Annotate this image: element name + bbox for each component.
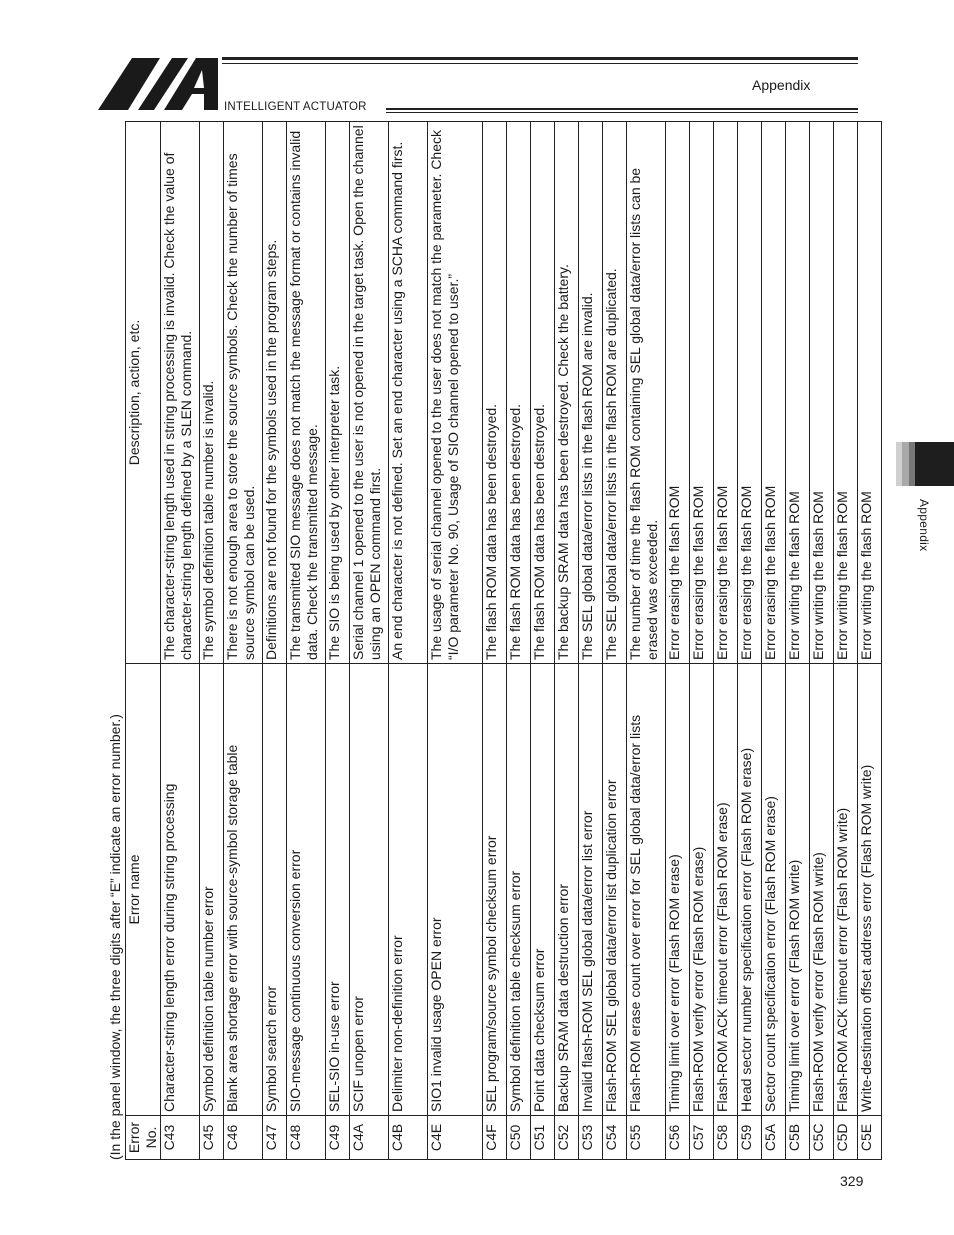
error-description-cell: The character-string length used in string processing is invalid. Check the value of character-string length defined by a SLEN command. [161, 122, 200, 664]
table-row [287, 122, 326, 1160]
table-row [858, 122, 882, 1160]
page-number: 329 [840, 1173, 864, 1189]
error-code-cell: C43 [161, 1116, 200, 1160]
error-name-cell: Write-destination offset address error (Flash ROM write) [858, 664, 882, 1116]
error-description-cell: Error erasing the flash ROM [738, 122, 762, 664]
error-description-cell: Error erasing the flash ROM [690, 122, 714, 664]
iai-logo [98, 58, 220, 110]
error-description-cell: An end character is not defined. Set an end character using a SCHA command first. [389, 122, 428, 664]
table-row [224, 122, 263, 1160]
table-body [161, 122, 882, 1160]
error-description-cell: The backup SRAM data has been destroyed. Check the battery. [555, 122, 579, 664]
error-code-cell: C4A [350, 1116, 389, 1160]
error-name-cell: Timing limit over error (Flash ROM write) [786, 664, 810, 1116]
table-row [810, 122, 834, 1160]
error-description-cell: The flash ROM data has been destroyed. [483, 122, 507, 664]
error-description-cell: Serial channel 1 opened to the user is not opened in the target task. Open the channel using an OPEN command first. [350, 122, 389, 664]
error-description-cell: The flash ROM data has been destroyed. [507, 122, 531, 664]
error-name-cell: Backup SRAM data destruction error [555, 664, 579, 1116]
table-caption: (In the panel window, the three digits after “E” indicate an error number.) [107, 714, 123, 1160]
error-name-cell: Symbol search error [263, 664, 287, 1116]
table-row [389, 122, 428, 1160]
error-code-cell: C46 [224, 1116, 263, 1160]
col-header-description: Description, action, etc. [126, 122, 161, 664]
error-description-cell: The SEL global data/error lists in the flash ROM are invalid. [579, 122, 603, 664]
error-code-cell: C5A [762, 1116, 786, 1160]
error-description-cell: There is not enough area to store the source symbols. Check the number of times source symbol can be used. [224, 122, 263, 664]
error-name-cell: Invalid flash-ROM SEL global data/error list error [579, 664, 603, 1116]
error-code-cell: C53 [579, 1116, 603, 1160]
error-name-cell: Flash-ROM SEL global data/error list duplication error [603, 664, 627, 1116]
error-name-cell: Sector count specification error (Flash ROM erase) [762, 664, 786, 1116]
table-row [161, 122, 200, 1160]
table-row [555, 122, 579, 1160]
error-description-cell: Error erasing the flash ROM [714, 122, 738, 664]
error-name-cell: Blank area shortage error with source-symbol storage table [224, 664, 263, 1116]
brand-name: INTELLIGENT ACTUATOR [224, 101, 367, 113]
table-row [579, 122, 603, 1160]
table-row [428, 122, 483, 1160]
error-description-cell: Error writing the flash ROM [858, 122, 882, 664]
table-row [738, 122, 762, 1160]
table-row [483, 122, 507, 1160]
table-row [531, 122, 555, 1160]
table-header-row [126, 122, 161, 1160]
header-rule-top [222, 57, 858, 60]
header-rule-bottom [386, 108, 858, 110]
table-row [666, 122, 690, 1160]
error-code-cell: C58 [714, 1116, 738, 1160]
table-row [507, 122, 531, 1160]
error-name-cell: Flash-ROM verify error (Flash ROM write) [810, 664, 834, 1116]
header-rule-top-thin [222, 63, 858, 64]
table-row [627, 122, 666, 1160]
table-row [834, 122, 858, 1160]
error-name-cell: Delimiter non-definition error [389, 664, 428, 1116]
error-description-cell: The SIO is being used by other interpreter task. [326, 122, 350, 664]
table-row [690, 122, 714, 1160]
table-row [263, 122, 287, 1160]
error-code-cell: C51 [531, 1116, 555, 1160]
error-code-cell: C50 [507, 1116, 531, 1160]
error-code-cell: C57 [690, 1116, 714, 1160]
error-description-cell: Error erasing the flash ROM [762, 122, 786, 664]
appendix-tab-marker [896, 442, 954, 486]
side-tab-label: Appendix [917, 499, 931, 552]
error-code-cell: C52 [555, 1116, 579, 1160]
table-row [350, 122, 389, 1160]
error-code-cell: C45 [200, 1116, 224, 1160]
error-name-cell: Flash-ROM erase count over error for SEL global data/error lists [627, 664, 666, 1116]
error-description-cell: Error writing the flash ROM [786, 122, 810, 664]
error-code-cell: C4B [389, 1116, 428, 1160]
error-description-cell: The usage of serial channel opened to the user does not match the parameter. Check “I/O parameter No. 90, Usage of SIO channel opened to user.” [428, 122, 483, 664]
error-code-cell: C5E [858, 1116, 882, 1160]
col-header-error-name: Error name [126, 664, 161, 1116]
error-name-cell: Flash-ROM ACK timeout error (Flash ROM erase) [714, 664, 738, 1116]
error-table [125, 121, 882, 1160]
error-description-cell: Error erasing the flash ROM [666, 122, 690, 664]
error-description-cell: The SEL global data/error lists in the flash ROM are duplicated. [603, 122, 627, 664]
error-description-cell: The number of time the flash ROM containing SEL global data/error lists can be erased was exceeded. [627, 122, 666, 664]
table-row [714, 122, 738, 1160]
error-description-cell: Error writing the flash ROM [834, 122, 858, 664]
error-description-cell: Error writing the flash ROM [810, 122, 834, 664]
error-code-cell: C47 [263, 1116, 287, 1160]
table-row [786, 122, 810, 1160]
error-code-cell: C54 [603, 1116, 627, 1160]
error-code-cell: C55 [627, 1116, 666, 1160]
error-table-block [105, 122, 874, 1160]
error-name-cell: Head sector number specification error (Flash ROM erase) [738, 664, 762, 1116]
error-name-cell: SEL program/source symbol checksum error [483, 664, 507, 1116]
error-code-cell: C5D [834, 1116, 858, 1160]
table-row [762, 122, 786, 1160]
error-description-cell: The flash ROM data has been destroyed. [531, 122, 555, 664]
header-rule-bottom-thin [386, 112, 858, 113]
error-name-cell: Character-string length error during string processing [161, 664, 200, 1116]
error-name-cell: SCIF unopen error [350, 664, 389, 1116]
error-name-cell: SEL-SIO in-use error [326, 664, 350, 1116]
error-description-cell: Definitions are not found for the symbols used in the program steps. [263, 122, 287, 664]
error-code-cell: C5B [786, 1116, 810, 1160]
error-code-cell: C49 [326, 1116, 350, 1160]
table-row [326, 122, 350, 1160]
error-code-cell: C48 [287, 1116, 326, 1160]
error-code-cell: C56 [666, 1116, 690, 1160]
error-name-cell: SIO-message continuous conversion error [287, 664, 326, 1116]
error-description-cell: The transmitted SIO message does not match the message format or contains invalid data. Check the transmitted message. [287, 122, 326, 664]
error-code-cell: C5C [810, 1116, 834, 1160]
error-code-cell: C4E [428, 1116, 483, 1160]
error-name-cell: Point data checksum error [531, 664, 555, 1116]
error-name-cell: SIO1 invalid usage OPEN error [428, 664, 483, 1116]
section-title: Appendix [752, 77, 811, 93]
error-code-cell: C59 [738, 1116, 762, 1160]
table-row [200, 122, 224, 1160]
error-name-cell: Timing limit over error (Flash ROM erase) [666, 664, 690, 1116]
col-header-error-no: Error No. [126, 1116, 161, 1160]
error-name-cell: Flash-ROM ACK timeout error (Flash ROM write) [834, 664, 858, 1116]
error-code-cell: C4F [483, 1116, 507, 1160]
error-description-cell: The symbol definition table number is invalid. [200, 122, 224, 664]
table-row [603, 122, 627, 1160]
error-name-cell: Symbol definition table checksum error [507, 664, 531, 1116]
error-name-cell: Flash-ROM verify error (Flash ROM erase) [690, 664, 714, 1116]
error-name-cell: Symbol definition table number error [200, 664, 224, 1116]
